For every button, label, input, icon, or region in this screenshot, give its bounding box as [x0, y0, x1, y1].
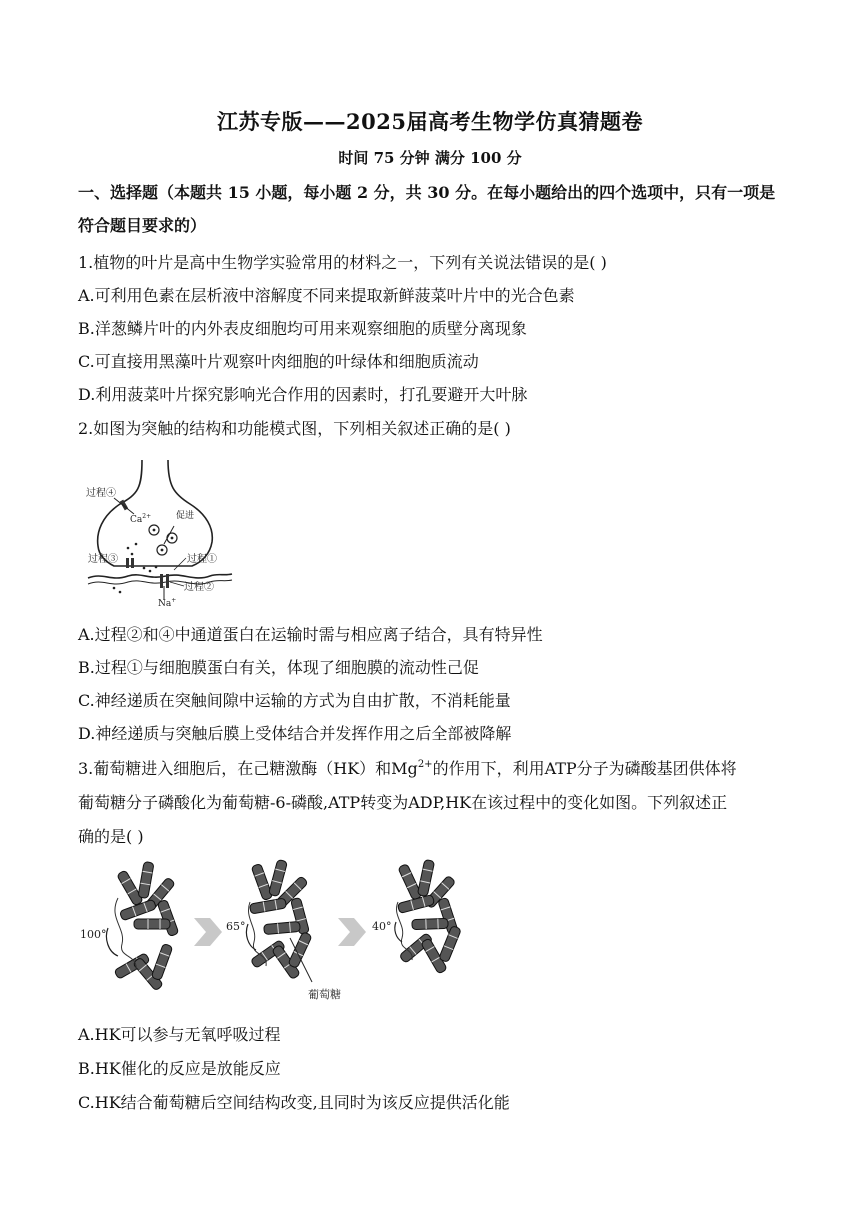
leader-line — [170, 582, 184, 586]
angle-label-40: 40° — [372, 920, 392, 933]
process-2-label: 过程② — [184, 582, 214, 593]
question-3-option-c: C.HK结合葡萄糖后空间结构改变,且同时为该反应提供活化能 — [78, 1093, 510, 1112]
question-2-option-a: A.过程②和④中通道蛋白在运输时需与相应离子结合，具有特异性 — [78, 625, 543, 644]
receptor-channel — [160, 574, 163, 588]
promote-label: 促进 — [176, 511, 195, 521]
question-1-option-a: A.可利用色素在层析液中溶解度不同来提取新鲜菠菜叶片中的光合色素 — [78, 286, 575, 305]
transition-arrow — [338, 918, 366, 946]
question-3-stem-line-3: 确的是( ) — [78, 827, 144, 846]
exam-subtitle: 时间 75 分钟 满分 100 分 — [338, 149, 522, 167]
protein-structure-bound — [246, 859, 312, 982]
sodium-label: Na+ — [158, 597, 177, 608]
question-2-stem: 2.如图为突触的结构和功能模式图，下列相关叙述正确的是( ) — [78, 419, 511, 438]
process-4-label: 过程④ — [86, 488, 116, 499]
presynaptic-membrane — [98, 460, 213, 566]
transmitter-dot — [149, 570, 152, 573]
question-1-option-b: B.洋葱鳞片叶的内外表皮细胞均可用来观察细胞的质壁分离现象 — [78, 319, 527, 338]
angle-label-100: 100° — [80, 928, 107, 941]
transmitter-dot — [131, 553, 134, 556]
question-2-option-c: C.神经递质在突触间隙中运输的方式为自由扩散，不消耗能量 — [78, 691, 511, 710]
transmitter-dot — [155, 566, 158, 569]
hexokinase-figure — [78, 858, 502, 1004]
question-3-stem-line-1: 3.葡萄糖进入细胞后，在己糖激酶（HK）和$Mg^{2+}$的作用下，利用ATP分子为磷酸基团供体将 — [78, 759, 737, 778]
section-heading: 一、选择题（本题共 15 小题，每小题 2 分，共 30 分。在每小题给出的四个选项中，只有一项是符合题目要求的） — [78, 183, 776, 235]
transmitter-dot — [161, 549, 164, 552]
exam-title: 江苏专版——2025届高考生物学仿真猜题卷 — [217, 109, 643, 134]
transmitter-dot — [113, 587, 116, 590]
transmitter-dot — [119, 591, 122, 594]
synapse-diagram — [84, 458, 236, 608]
calcium-label: $Ca^{2+}$ — [130, 513, 152, 525]
question-2-option-d: D.神经递质与突触后膜上受体结合并发挥作用之后全部被降解 — [78, 724, 512, 743]
question-3-stem-line-2: 葡萄糖分子磷酸化为葡萄糖-6-磷酸,ATP转变为ADP,HK在该过程中的变化如图。下列叙述正 — [78, 793, 728, 812]
synapse-figure — [84, 458, 236, 608]
reuptake-channel — [131, 558, 134, 568]
transition-arrow — [194, 918, 222, 946]
reuptake-channel — [126, 558, 129, 568]
question-1-option-c: C.可直接用黑藻叶片观察叶肉细胞的叶绿体和细胞质流动 — [78, 352, 479, 371]
transmitter-dot — [171, 537, 174, 540]
process-3-label: 过程③ — [88, 554, 118, 565]
hexokinase-diagram — [78, 858, 502, 1004]
protein-structure-closed — [395, 859, 462, 974]
angle-arc — [106, 928, 118, 956]
question-3-option-a: A.HK可以参与无氧呼吸过程 — [78, 1025, 281, 1044]
process-1-label: 过程① — [187, 554, 217, 565]
question-2-option-b: B.过程①与细胞膜蛋白有关，体现了细胞膜的流动性己促 — [78, 658, 479, 677]
glucose-label: 葡萄糖 — [308, 988, 341, 1001]
transmitter-dot — [153, 529, 156, 532]
question-1-stem: 1.植物的叶片是高中生物学实验常用的材料之一，下列有关说法错误的是( ) — [78, 253, 607, 272]
transmitter-dot — [127, 547, 130, 550]
transmitter-dot — [143, 567, 146, 570]
question-1-option-d: D.利用菠菜叶片探究影响光合作用的因素时，打孔要避开大叶脉 — [78, 385, 528, 404]
angle-label-65: 65° — [226, 920, 246, 933]
receptor-channel — [166, 574, 169, 588]
question-3-option-b: B.HK催化的反应是放能反应 — [78, 1059, 281, 1078]
leader-line — [174, 558, 186, 570]
protein-structure-open — [106, 861, 178, 991]
transmitter-dot — [135, 543, 138, 546]
